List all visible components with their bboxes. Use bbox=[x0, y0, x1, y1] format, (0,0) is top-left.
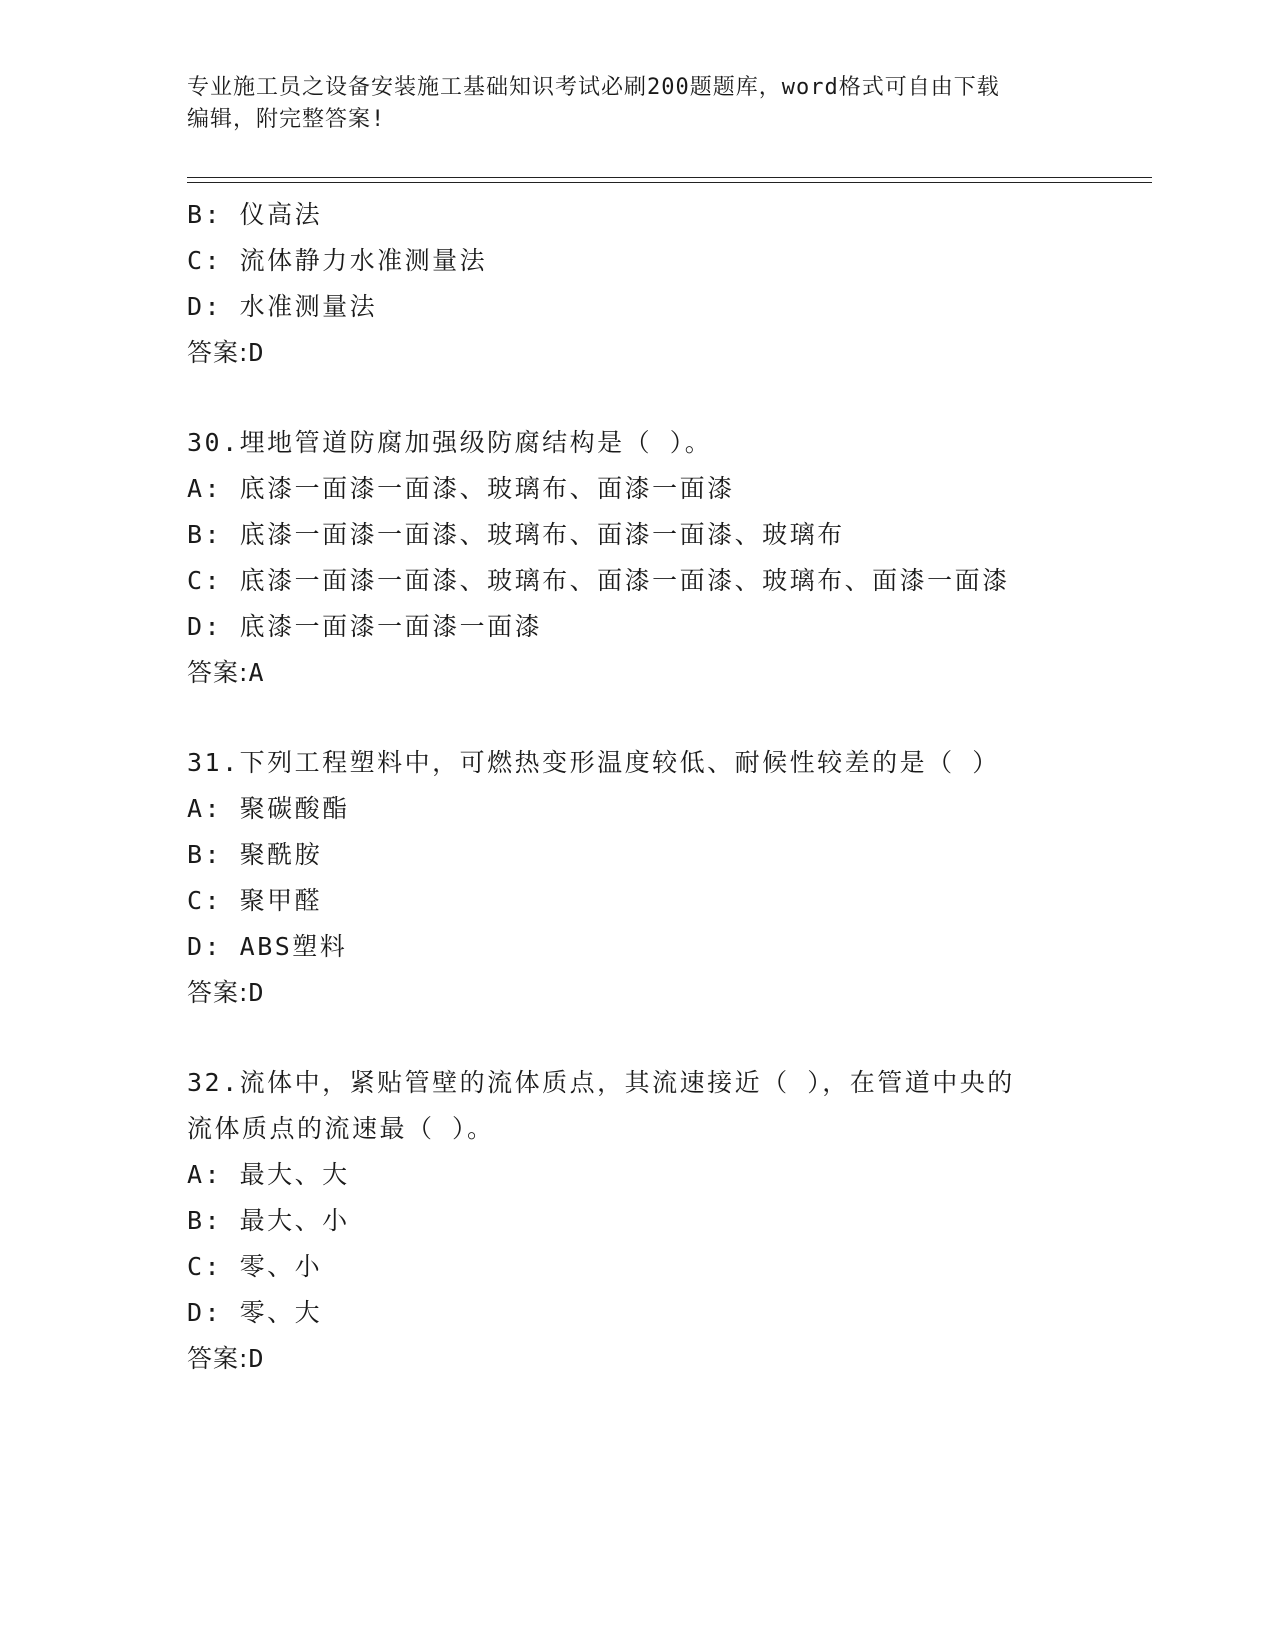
header-divider-bottom bbox=[187, 182, 1152, 183]
answer-label: 答案: bbox=[187, 978, 249, 1007]
answer-line bbox=[187, 330, 1147, 376]
answer-line bbox=[187, 1336, 1147, 1382]
question-block-previous bbox=[187, 192, 1147, 376]
answer-value: D bbox=[248, 1344, 265, 1373]
header-title-line-2: 编辑，附完整答案! bbox=[187, 107, 386, 132]
question-block-31 bbox=[187, 740, 1147, 1016]
option-line: D: ABS塑料 bbox=[187, 932, 348, 961]
option-line: A: 底漆一面漆一面漆、玻璃布、面漆一面漆 bbox=[187, 474, 735, 503]
question-text: 31.下列工程塑料中，可燃热变形温度较低、耐候性较差的是（ ） bbox=[187, 748, 1000, 777]
question-text: 30.埋地管道防腐加强级防腐结构是（ ）。 bbox=[187, 428, 713, 457]
option-line: B: 最大、小 bbox=[187, 1206, 350, 1235]
option-line: A: 聚碳酸酯 bbox=[187, 794, 350, 823]
answer-value: D bbox=[248, 338, 265, 367]
question-list bbox=[187, 192, 1147, 1382]
answer-label: 答案: bbox=[187, 1344, 249, 1373]
header-title-line-1: 专业施工员之设备安装施工基础知识考试必刷200题题库，word格式可自由下载 bbox=[187, 75, 1000, 100]
answer-line bbox=[187, 650, 1147, 696]
option-line: D: 水准测量法 bbox=[187, 292, 378, 321]
question-block-30 bbox=[187, 420, 1147, 696]
option-line: C: 底漆一面漆一面漆、玻璃布、面漆一面漆、玻璃布、面漆一面漆 bbox=[187, 566, 1010, 595]
option-line: D: 底漆一面漆一面漆一面漆 bbox=[187, 612, 543, 641]
option-line: A: 最大、大 bbox=[187, 1160, 350, 1189]
header-divider-top bbox=[187, 177, 1152, 178]
document-header bbox=[187, 72, 1087, 136]
question-text: 32.流体中，紧贴管壁的流体质点，其流速接近（ ），在管道中央的 bbox=[187, 1068, 1015, 1097]
answer-value: A bbox=[248, 658, 265, 687]
option-line: B: 仪高法 bbox=[187, 200, 323, 229]
question-text-continued: 流体质点的流速最（ ）。 bbox=[187, 1114, 495, 1143]
answer-label: 答案: bbox=[187, 658, 249, 687]
answer-label: 答案: bbox=[187, 338, 249, 367]
option-line: C: 零、小 bbox=[187, 1252, 323, 1281]
option-line: B: 聚酰胺 bbox=[187, 840, 323, 869]
option-line: C: 聚甲醛 bbox=[187, 886, 323, 915]
question-block-32 bbox=[187, 1060, 1147, 1382]
option-line: B: 底漆一面漆一面漆、玻璃布、面漆一面漆、玻璃布 bbox=[187, 520, 845, 549]
option-line: D: 零、大 bbox=[187, 1298, 323, 1327]
answer-line bbox=[187, 970, 1147, 1016]
answer-value: D bbox=[248, 978, 265, 1007]
option-line: C: 流体静力水准测量法 bbox=[187, 246, 488, 275]
